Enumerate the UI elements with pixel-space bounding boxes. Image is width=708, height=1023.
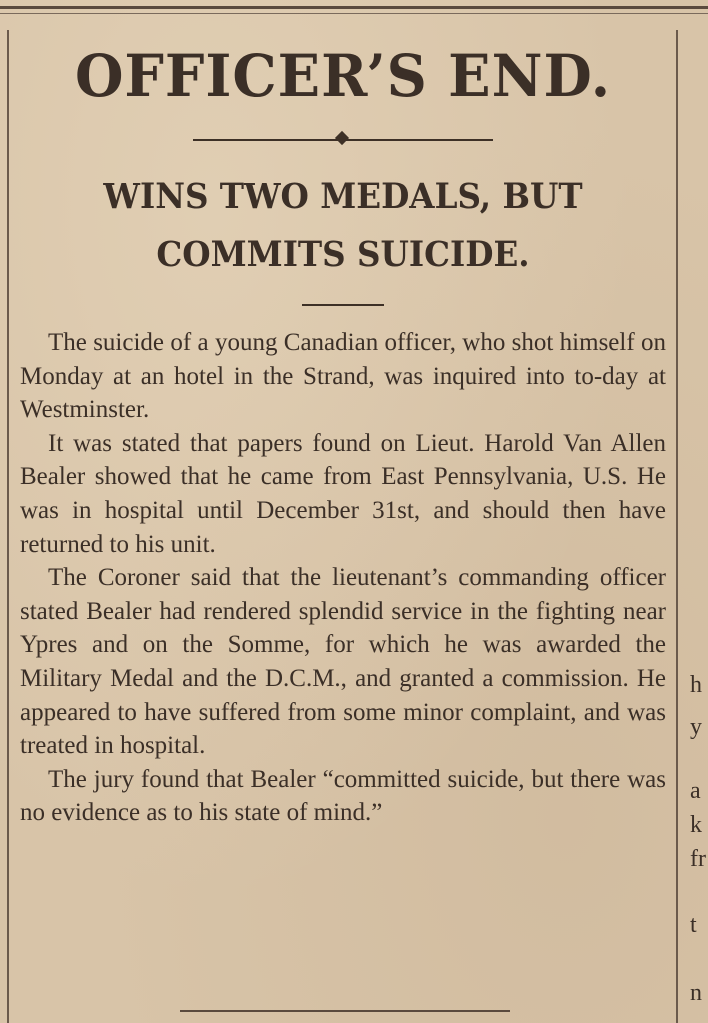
fragment-1: h <box>690 672 702 698</box>
subheadline: WINS TWO MEDALS, BUT COMMITS SUICIDE. <box>103 176 583 275</box>
headline: OFFICER’S END. <box>74 42 612 110</box>
article-body <box>20 326 666 830</box>
fragment-7: n <box>690 980 702 1006</box>
fragment-2: y <box>690 714 702 740</box>
column-rule-right <box>676 30 678 1023</box>
column-rule-left <box>7 30 9 1023</box>
top-rule <box>0 6 708 9</box>
short-divider <box>302 304 384 306</box>
ornamental-rule <box>193 130 493 150</box>
fragment-6: t <box>690 912 697 938</box>
fragment-5: fr <box>690 846 706 872</box>
article-column <box>20 40 666 830</box>
bottom-rule <box>180 1010 510 1012</box>
diamond-ornament-icon <box>335 131 349 145</box>
paragraph-3: The Coroner said that the lieutenant’s commanding officer stated Bealer had rendered splendid service in the fighting near Ypres and on the Somme, for which he was awarded the Military Medal and the D.C.M., and granted a commission. He appeared to have suffered from some minor complaint, and was treated in hospital. <box>20 564 666 760</box>
paragraph-4: The jury found that Bealer “committed suicide, but there was no evidence as to his state of mind.” <box>20 765 666 827</box>
paragraph-1: The suicide of a young Canadian officer, who shot himself on Monday at an hotel in the Strand, was inquired into to-day at Westminster. <box>20 329 666 424</box>
adjacent-column-fragments <box>688 0 708 1023</box>
fragment-4: k <box>690 812 702 838</box>
fragment-3: a <box>690 778 701 804</box>
paragraph-2: It was stated that papers found on Lieut. Harold Van Allen Bealer showed that he came from East Pennsylvania, U.S. He was in hospital until December 31st, and should then have returned to his unit. <box>20 429 666 558</box>
top-rule-thin <box>0 13 708 14</box>
